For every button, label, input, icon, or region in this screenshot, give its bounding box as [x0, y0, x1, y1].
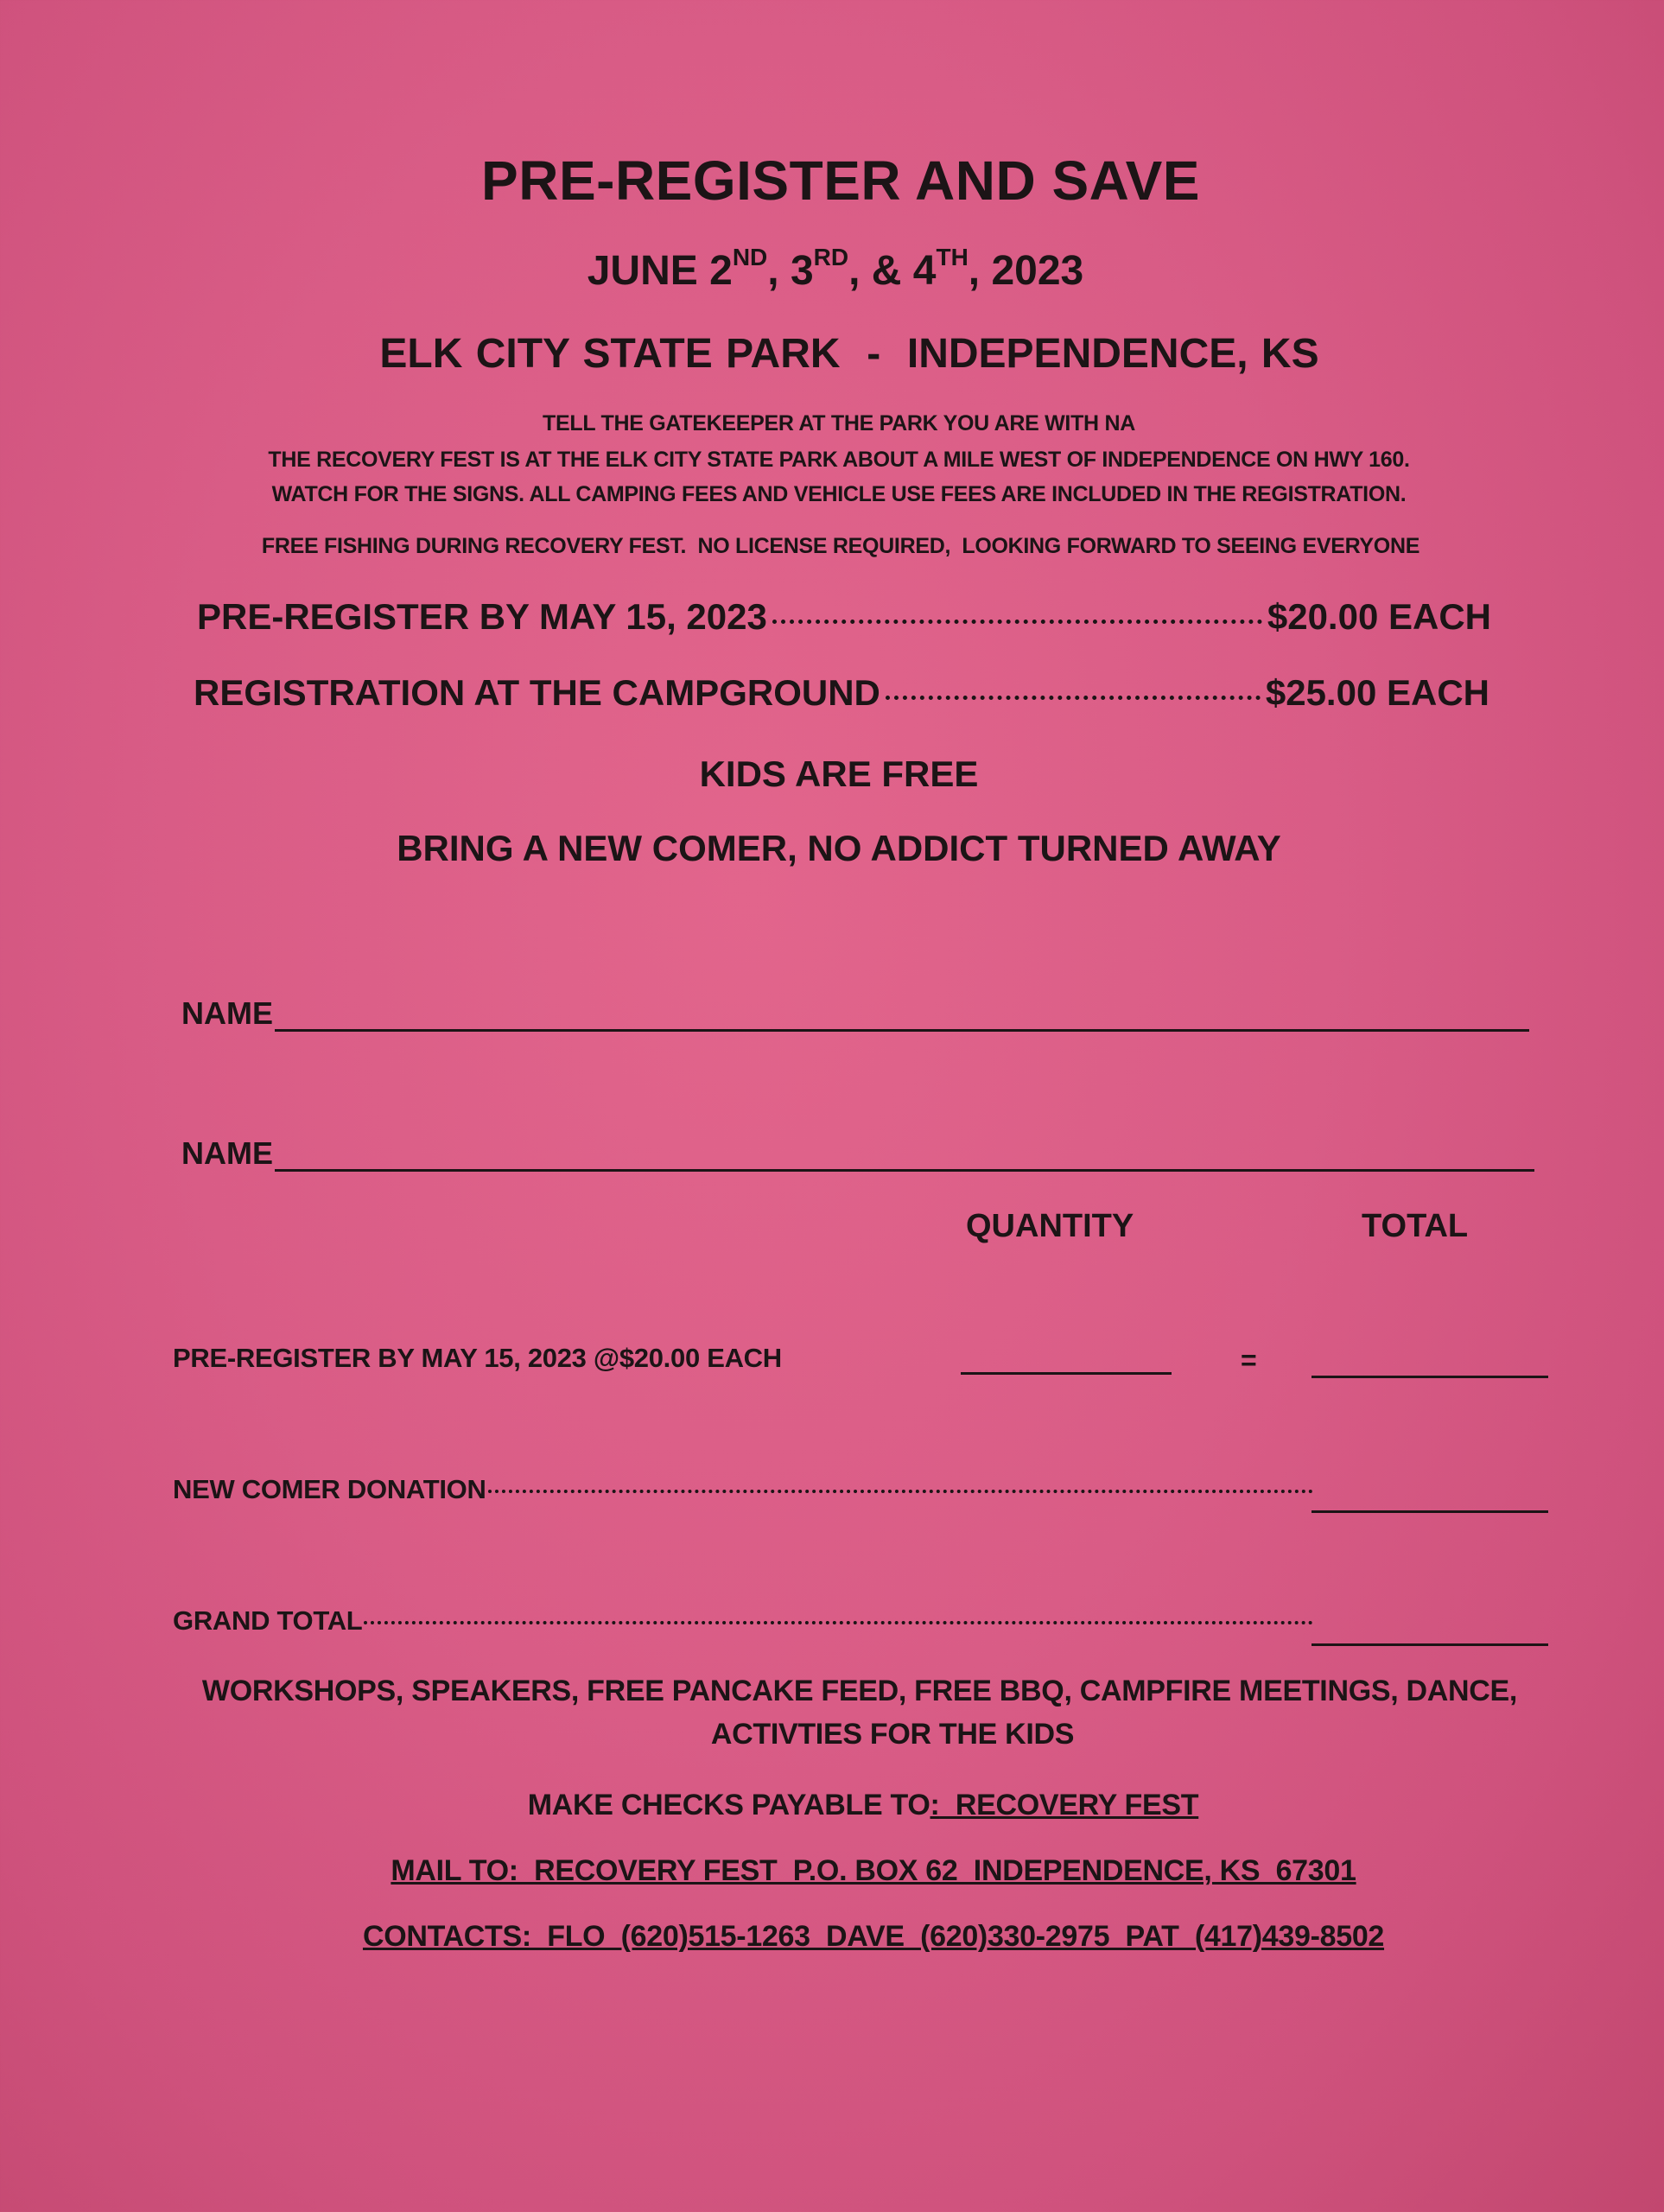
total-blank-line[interactable]: [1312, 1376, 1548, 1378]
dot-leader: [772, 620, 1262, 624]
name-label: NAME: [181, 995, 273, 1031]
info-line-fees: WATCH FOR THE SIGNS. ALL CAMPING FEES AND VEHICLE USE FEES ARE INCLUDED IN THE REGISTRATION.: [271, 482, 1407, 506]
dot-leader: [886, 696, 1261, 700]
grand-total-row: [173, 1605, 1313, 1637]
price-label: REGISTRATION AT THE CAMPGROUND: [194, 672, 880, 713]
price-row-preregister: [197, 596, 1491, 638]
quantity-header: QUANTITY: [966, 1208, 1134, 1244]
kids-free-note: KIDS ARE FREE: [699, 753, 979, 794]
donation-label: NEW COMER DONATION: [173, 1474, 486, 1504]
price-value: $25.00 EACH: [1265, 672, 1489, 713]
contact-numbers: CONTACTS: FLO (620)515-1263 DAVE (620)330-2975 PAT (417)439-8502: [362, 1920, 1385, 1953]
event-dates: JUNE 2ND, 3RD, & 4TH, 2023: [587, 244, 1084, 294]
name-field-1[interactable]: [181, 995, 1529, 1032]
newcomer-note: BRING A NEW COMER, NO ADDICT TURNED AWAY: [397, 828, 1281, 868]
info-line-fishing: FREE FISHING DURING RECOVERY FEST. NO LICENSE REQUIRED, LOOKING FORWARD TO SEEING EVERYONE: [261, 534, 1420, 558]
total-header: TOTAL: [1362, 1208, 1469, 1244]
event-location: ELK CITY STATE PARK - INDEPENDENCE, KS: [379, 331, 1319, 377]
price-value: $20.00 EACH: [1267, 596, 1491, 637]
kids-activities-line: ACTIVTIES FOR THE KIDS: [710, 1718, 1075, 1751]
name-field-2[interactable]: [181, 1135, 1534, 1172]
grand-total-blank-line[interactable]: [1312, 1643, 1548, 1646]
info-line-directions: THE RECOVERY FEST IS AT THE ELK CITY STATE PARK ABOUT A MILE WEST OF INDEPENDENCE ON HWY 160.: [268, 448, 1410, 472]
flyer-title: PRE-REGISTER AND SAVE: [481, 149, 1200, 212]
name-label: NAME: [181, 1135, 273, 1171]
price-row-campground: [194, 672, 1489, 714]
donation-blank-line[interactable]: [1312, 1510, 1548, 1513]
mailing-address: MAIL TO: RECOVERY FEST P.O. BOX 62 INDEPENDENCE, KS 67301: [391, 1854, 1356, 1887]
donation-row: [173, 1474, 1313, 1505]
info-line-gatekeeper: TELL THE GATEKEEPER AT THE PARK YOU ARE WITH NA: [543, 411, 1135, 435]
checks-payable-line: MAKE CHECKS PAYABLE TO: RECOVERY FEST: [527, 1789, 1199, 1821]
name-blank-line[interactable]: [275, 1007, 1529, 1032]
equals-sign: =: [1241, 1344, 1257, 1376]
dot-leader: [364, 1621, 1313, 1624]
name-blank-line[interactable]: [275, 1147, 1534, 1172]
quantity-blank-line[interactable]: [961, 1372, 1172, 1375]
activities-list: WORKSHOPS, SPEAKERS, FREE PANCAKE FEED, FREE BBQ, CAMPFIRE MEETINGS, DANCE,: [201, 1675, 1518, 1707]
prereg-form-label: PRE-REGISTER BY MAY 15, 2023 @$20.00 EACH: [173, 1343, 782, 1373]
grand-total-label: GRAND TOTAL: [173, 1605, 363, 1636]
price-label: PRE-REGISTER BY MAY 15, 2023: [197, 596, 767, 637]
dot-leader: [488, 1490, 1313, 1493]
